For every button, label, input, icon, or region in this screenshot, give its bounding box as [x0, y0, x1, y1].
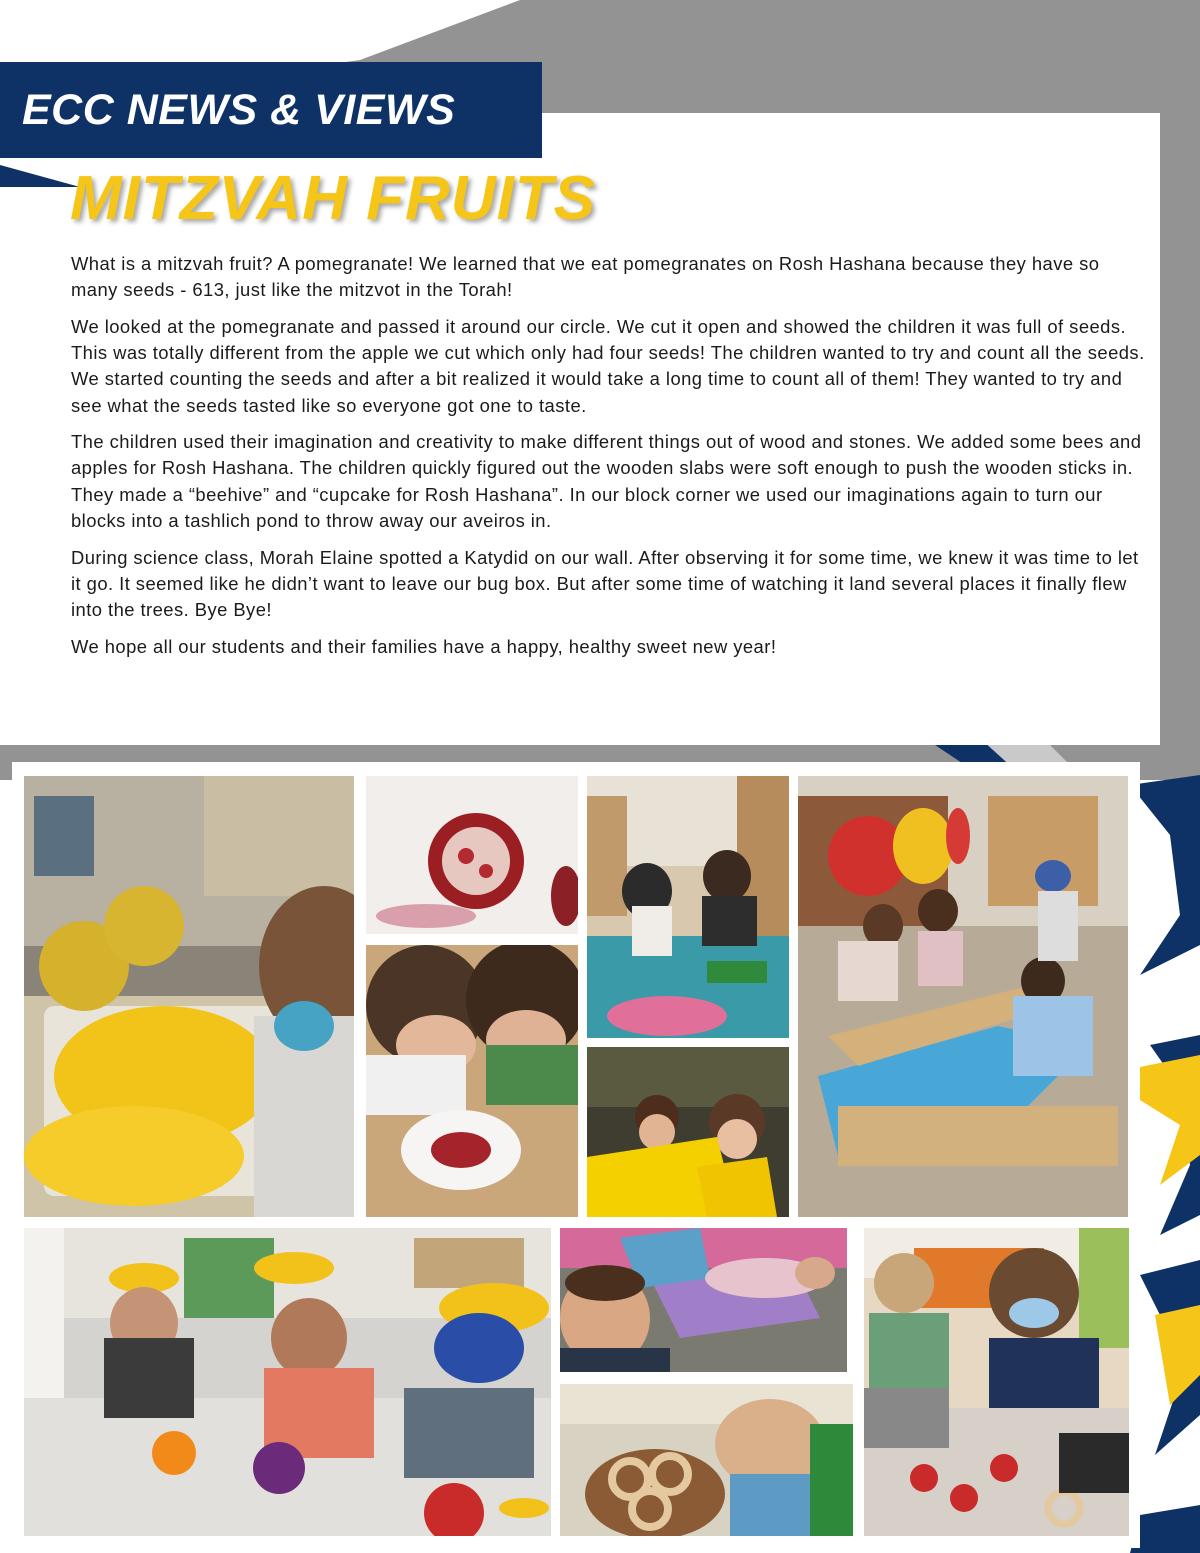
photo-kids-slide: [587, 1047, 789, 1217]
article-paragraph: We hope all our students and their families have a happy, healthy sweet new year!: [71, 635, 777, 657]
article-paragraph: The children used their imagination and creativity to make different things out of wood and stones. We added some bees and apples for Rosh Hashana. The children quickly figured out the wooden slabs were soft enough to push the wooden sticks in. They made a “beehive” and “cupcake for Rosh Hashana”. In our block corner we used our imaginations again to turn our blocks into a tashlich pond to throw away our aveiros in.: [71, 431, 1142, 531]
photo-kids-on-rug: [587, 776, 789, 1038]
photo-bee-headbands: [24, 1228, 551, 1536]
photo-children-plate: [366, 945, 578, 1217]
photo-wooden-rings: [560, 1384, 853, 1536]
banner-title: ECC NEWS & VIEWS: [22, 85, 456, 134]
article-paragraph: During science class, Morah Elaine spotted a Katydid on our wall. After observing it for some time, we knew it was time to let it go. It seemed like he didn’t want to leave our bug box. But after some time of watching it land several places it finally flew into the trees. Bye Bye!: [71, 546, 1139, 620]
header-banner: [0, 62, 542, 158]
photo-girl-masks-table: [864, 1228, 1129, 1536]
photo-babies-mat: [560, 1228, 847, 1372]
article-headline: MITZVAH FRUITS: [70, 164, 597, 233]
photo-block-corner-pond: [798, 776, 1128, 1217]
article-paragraph: We looked at the pomegranate and passed it around our circle. We cut it open and showed the children it was full of seeds. This was totally different from the apple we cut which only had four seeds! The children wanted to try and count all the seeds. We started counting the seeds and after a bit realized it would take a long time to count all of them! They wanted to try and see what the seeds tasted like so everyone got one to taste.: [71, 315, 1145, 416]
photo-sensory-bin: [24, 776, 354, 1217]
photo-pomegranate: [366, 776, 578, 934]
article-body: [71, 251, 1146, 670]
article-paragraph: What is a mitzvah fruit? A pomegranate! We learned that we eat pomegranates on Rosh Hashana because they have so many seeds - 613, just like the mitzvot in the Torah!: [71, 253, 1100, 301]
